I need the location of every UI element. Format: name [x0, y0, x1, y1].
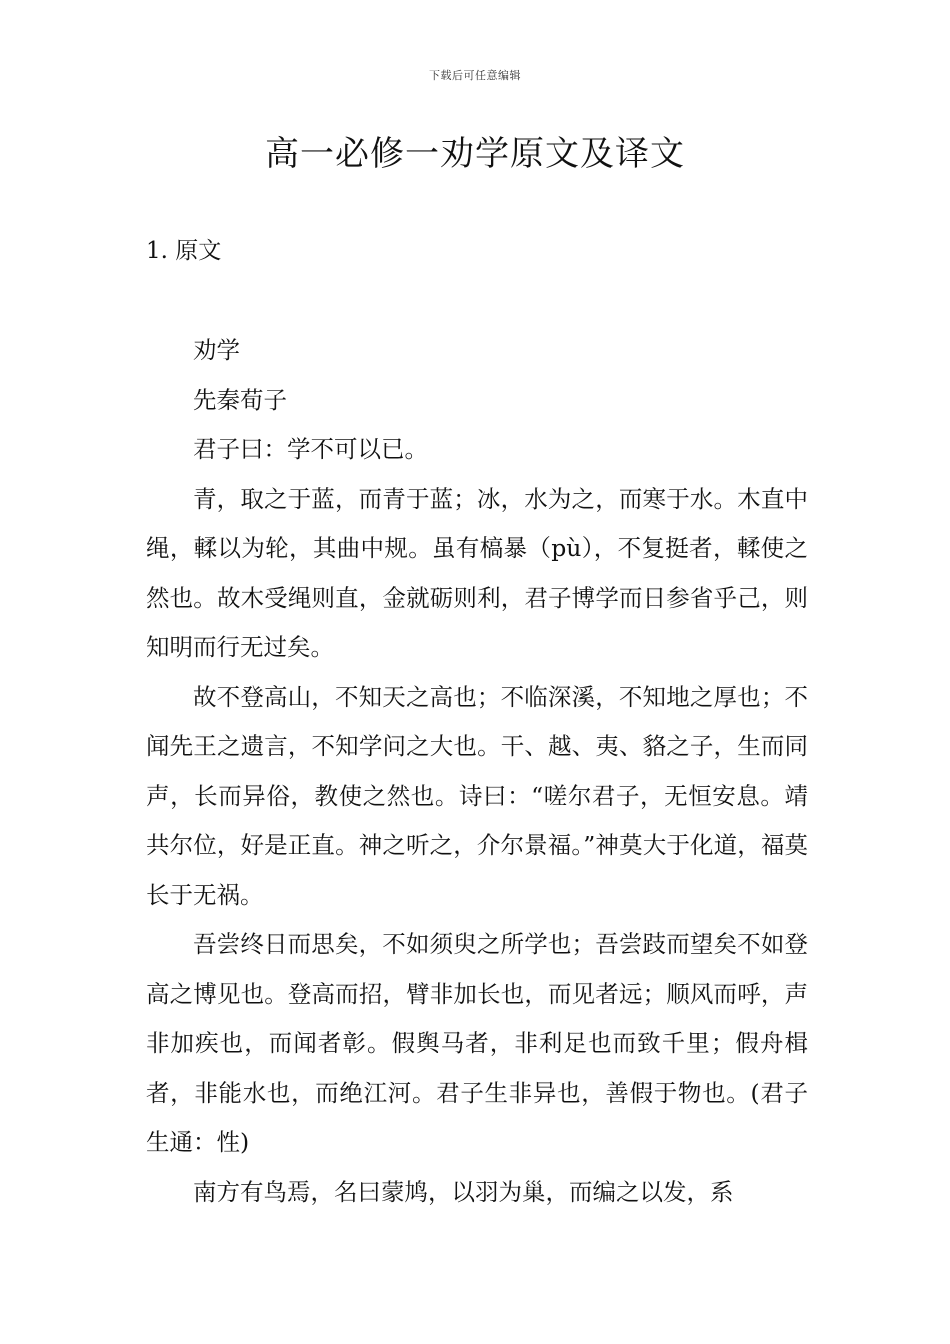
section-heading: 1. 原文 [146, 238, 222, 264]
paragraph: 故不登高山，不知天之高也；不临深溪，不知地之厚也；不闻先王之遗言，不知学问之大也。干、越、夷、貉之子，生而同声，长而异俗，教使之然也。诗曰：“嗟尔君子，无恒安息。靖共尔位，好是正直。神之听之，介尔景福。”神莫大于化道，福莫长于无祸。 [146, 682, 808, 909]
paragraph: 吾尝终日而思矣，不如须臾之所学也；吾尝跂而望矣不如登高之博见也。登高而招，臂非加长也，而见者远；顺风而呼，声非加疾也，而闻者彰。假舆马者，非利足也而致千里；假舟楫者，非能水也，而绝江河。君子生非异也，善假于物也。(君子生通：性) [146, 930, 808, 1156]
header-note: 下载后可任意编辑 [429, 69, 521, 82]
essay-author: 先秦荀子 [193, 385, 287, 414]
paragraph: 南方有鸟焉，名曰蒙鸠，以羽为巢，而编之以发，系 [193, 1177, 734, 1206]
paragraph: 君子曰：学不可以已。 [193, 435, 428, 463]
document-title: 高一必修一劝学原文及译文 [265, 134, 685, 174]
document-body [146, 326, 808, 1217]
essay-title: 劝学 [193, 336, 240, 364]
paragraph: 青，取之于蓝，而青于蓝；冰，水为之，而寒于水。木直中绳，輮以为轮，其曲中规。虽有槁暴（pù），不复挺者，輮使之然也。故木受绳则直，金就砺则利，君子博学而日参省乎己，则知明而行无过矣。 [146, 484, 808, 661]
